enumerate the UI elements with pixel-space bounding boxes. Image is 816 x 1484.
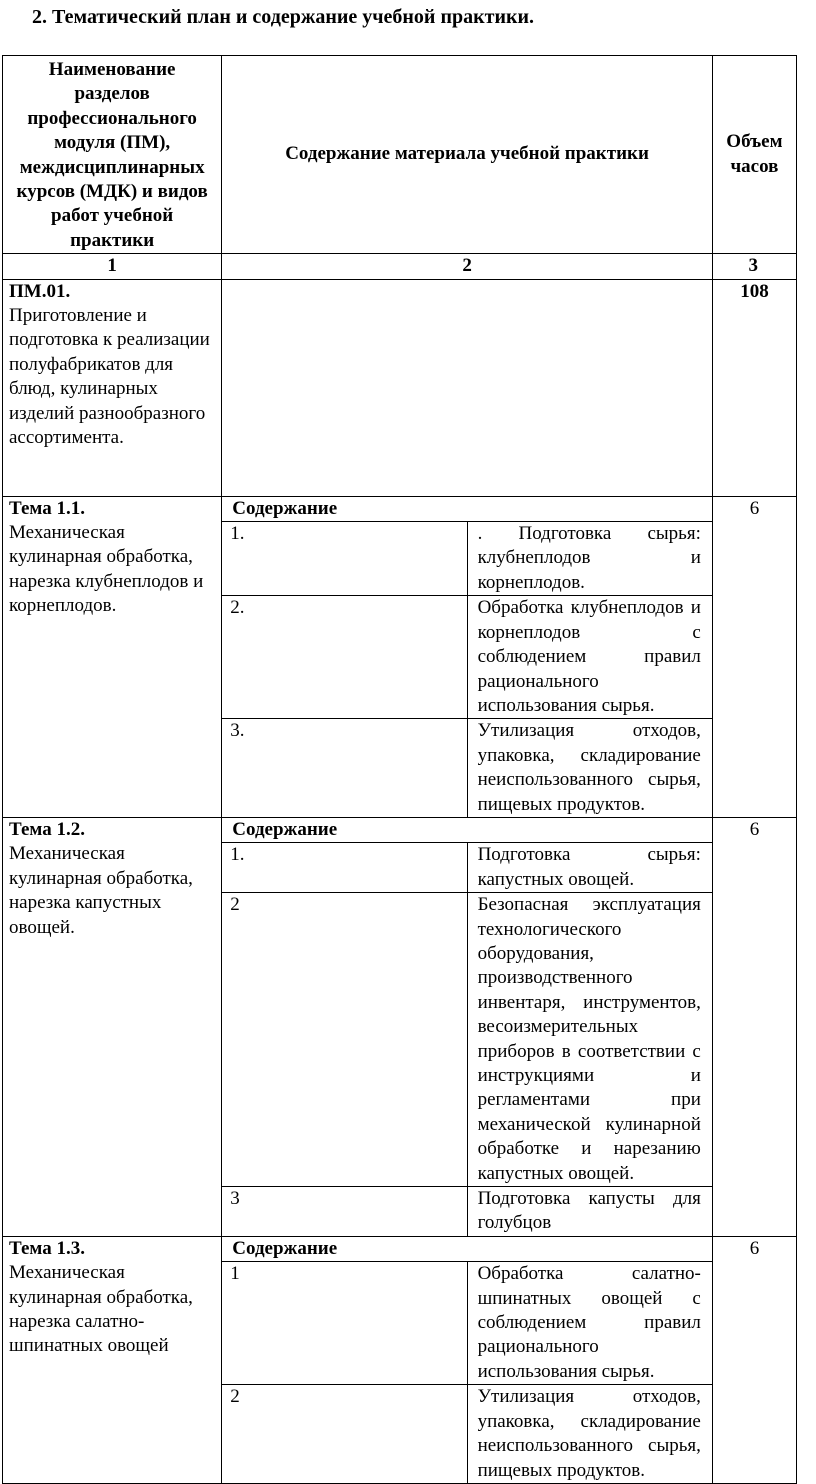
topic-title: Механическая кулинарная обработка, нарезка салатно-шпинатных овощей	[9, 1262, 193, 1357]
list-item	[222, 522, 712, 596]
item-number: 2	[222, 893, 467, 1187]
item-number: 3.	[222, 719, 467, 817]
topic-cell	[3, 496, 222, 817]
item-number: 2.	[222, 596, 467, 719]
list-item	[222, 1385, 712, 1483]
list-item	[222, 596, 712, 719]
topic-hours: 6	[712, 1236, 796, 1483]
column-number-row	[3, 254, 797, 279]
list-item	[222, 1187, 712, 1236]
table-header-row	[3, 56, 797, 254]
item-text: Безопасная эксплуатация технологического оборудования, производственного инвентаря, инструментов, весоизмерительных приборов в соответствии с инструкциями и регламентами при механической кулинарной обработке и нарезанию капустных овощей.	[467, 893, 712, 1187]
item-text: Обработка клубнеплодов и корнеплодов с соблюдением правил рационального использования сырья.	[467, 596, 712, 719]
topic-title: Механическая кулинарная обработка, нарезка капустных овощей.	[9, 843, 193, 938]
list-item	[222, 843, 712, 893]
item-text: Утилизация отходов, упаковка, складирование неиспользованного сырья, пищевых продуктов.	[467, 1385, 712, 1483]
item-text: Обработка салатно-шпинатных овощей с соблюдением правил рационального использования сырья.	[467, 1262, 712, 1385]
topic-hours: 6	[712, 817, 796, 1236]
item-text: Подготовка сырья: капустных овощей.	[467, 843, 712, 893]
item-number: 1.	[222, 522, 467, 596]
topic-code: Тема 1.2.	[9, 818, 85, 840]
topic-content	[222, 1236, 713, 1483]
content-list	[222, 818, 712, 1236]
item-number: 3	[222, 1187, 467, 1236]
header-content: Содержание материала учебной практики	[222, 56, 713, 254]
item-text: Утилизация отходов, упаковка, складирование неиспользованного сырья, пищевых продуктов.	[467, 719, 712, 817]
topic-row	[3, 1236, 797, 1483]
list-item	[222, 1262, 712, 1385]
list-item	[222, 719, 712, 817]
topic-row	[3, 817, 797, 1236]
topic-cell	[3, 1236, 222, 1483]
content-list	[222, 1237, 712, 1483]
column-number-3: 3	[712, 254, 796, 279]
topic-code: Тема 1.3.	[9, 1237, 85, 1259]
thematic-plan-table	[2, 55, 797, 1484]
topic-content	[222, 817, 713, 1236]
topic-content	[222, 496, 713, 817]
item-text: . Подготовка сырья: клубнеплодов и корнеплодов.	[467, 522, 712, 596]
list-item	[222, 893, 712, 1187]
module-cell	[3, 279, 222, 496]
topic-title: Механическая кулинарная обработка, нарезка клубнеплодов и корнеплодов.	[9, 522, 204, 617]
page-title: 2. Тематический план и содержание учебной практики.	[32, 6, 535, 28]
item-number: 1.	[222, 843, 467, 893]
module-row	[3, 279, 797, 496]
column-number-1: 1	[3, 254, 222, 279]
topic-code: Тема 1.1.	[9, 497, 85, 519]
module-hours: 108	[712, 279, 796, 496]
header-sections: Наименование разделов профессионального модуля (ПМ), междисциплинарных курсов (МДК) и видов работ учебной практики	[3, 56, 222, 254]
module-title: Приготовление и подготовка к реализации полуфабрикатов для блюд, кулинарных изделий разнообразного ассортимента.	[9, 305, 210, 449]
content-list	[222, 497, 712, 817]
content-label: Содержание	[232, 818, 338, 840]
item-number: 1	[222, 1262, 467, 1385]
item-number: 2	[222, 1385, 467, 1483]
content-label: Содержание	[232, 497, 338, 519]
item-text: Подготовка капусты для голубцов	[467, 1187, 712, 1236]
module-code: ПМ.01.	[9, 280, 71, 302]
content-label: Содержание	[232, 1237, 338, 1259]
topic-hours: 6	[712, 496, 796, 817]
column-number-2: 2	[222, 254, 713, 279]
module-content-empty	[222, 279, 713, 496]
header-hours: Объем часов	[712, 56, 796, 254]
topic-row	[3, 496, 797, 817]
topic-cell	[3, 817, 222, 1236]
